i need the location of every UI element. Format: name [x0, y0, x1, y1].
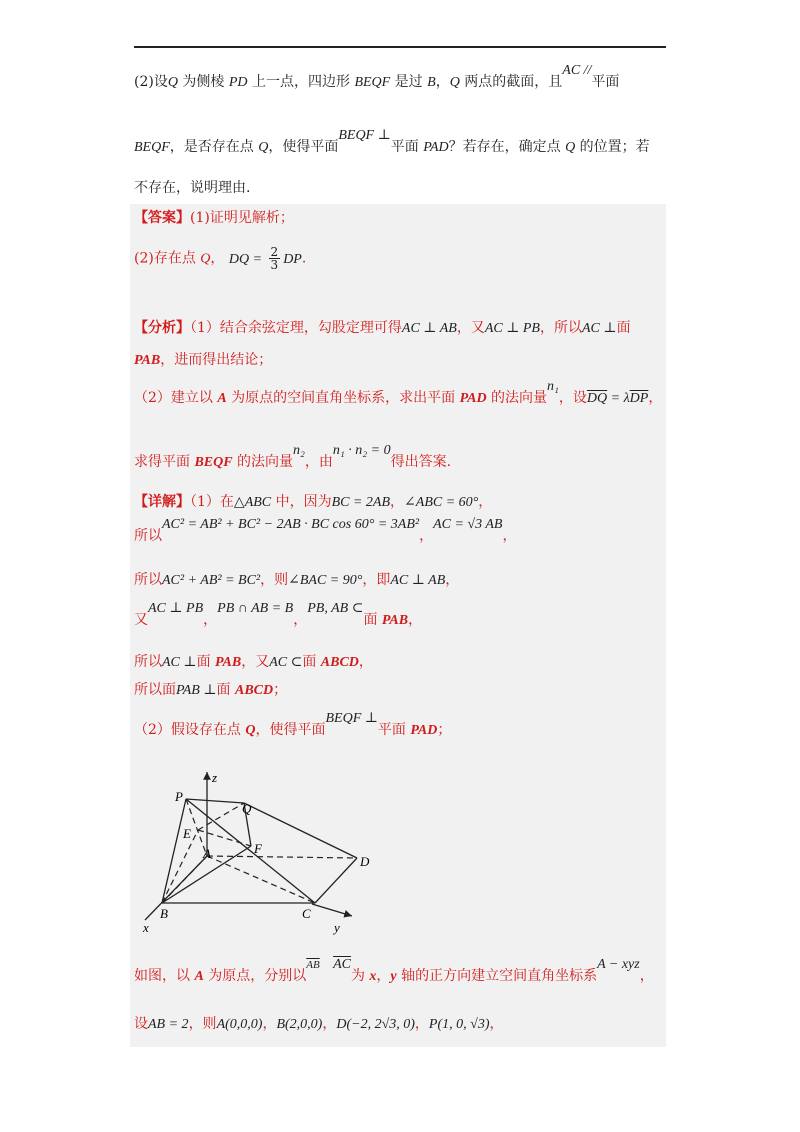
numerator: 2: [270, 245, 279, 259]
math: ABCD: [320, 655, 359, 670]
text: ，则: [188, 1016, 217, 1032]
text: 面: [196, 654, 216, 670]
text: 平面: [377, 722, 411, 738]
text: 上一点，四边形: [247, 74, 355, 90]
detail-tag: 【详解】: [134, 494, 190, 510]
math: Q: [167, 75, 178, 90]
text: ；: [437, 722, 452, 738]
text: ，由: [304, 454, 333, 470]
text: 设: [134, 1016, 148, 1032]
y-axis: [312, 904, 352, 916]
question-line-1: [134, 63, 620, 93]
text: 面: [616, 320, 631, 336]
text: 的法向量: [486, 390, 548, 406]
math: B: [427, 75, 436, 90]
text: 为: [350, 968, 370, 984]
text: ，即: [362, 572, 391, 588]
math: Q: [258, 140, 269, 155]
math: n₁: [547, 379, 559, 394]
text: ，: [478, 494, 493, 510]
text: 所以面: [134, 682, 176, 698]
text: 的位置；若: [575, 139, 650, 155]
text: 所以: [134, 654, 162, 670]
math: BEQF: [354, 75, 391, 90]
math: PAD: [459, 391, 487, 406]
math: A: [194, 969, 204, 984]
math: AB = 2: [148, 1017, 189, 1032]
text: （2）建立以: [134, 390, 218, 406]
text: ，: [445, 572, 460, 588]
math: Q: [565, 140, 576, 155]
math: BEQF: [194, 455, 233, 470]
denominator: 3: [270, 258, 279, 272]
text: ；: [273, 682, 288, 698]
label-F: F: [254, 841, 262, 856]
text: ，: [262, 1016, 277, 1032]
text: ，所以: [540, 320, 582, 336]
label-B: B: [160, 906, 168, 921]
math: PD: [228, 75, 248, 90]
math: BEQF: [134, 140, 170, 155]
math: AC² + AB² = BC²: [162, 573, 261, 588]
math: AC² = AB² + BC² − 2AB · BC cos 60° = 3AB²: [162, 517, 420, 532]
math: PAB: [381, 613, 409, 628]
math: AC ⊥: [162, 655, 197, 670]
answer-line-2: [134, 246, 306, 271]
text: ，进而得出结论；: [160, 352, 273, 368]
math: AC ⊥ AB: [390, 573, 446, 588]
label-D: D: [360, 854, 370, 869]
math: △ABC: [233, 495, 272, 510]
text: ，使得平面: [268, 139, 339, 155]
math: BC = 2AB: [331, 495, 391, 510]
text: ，: [414, 1016, 429, 1032]
text: （1）结合余弦定理，勾股定理可得: [190, 320, 402, 336]
analysis-line-2: [134, 350, 272, 371]
detail-line-6: [134, 680, 287, 701]
text: 为原点的空间直角坐标系，求出平面: [226, 390, 460, 406]
text: 为原点，分别以: [203, 968, 307, 984]
label-y: y: [334, 920, 340, 935]
text: ，是否存在点: [169, 139, 259, 155]
math: P(1, 0, √3): [428, 1017, 490, 1032]
label-C: C: [302, 906, 311, 921]
detail-line-3: [134, 570, 459, 591]
analysis-line-1: [134, 318, 631, 339]
math: = λ: [607, 391, 630, 406]
text: ，: [203, 612, 218, 628]
math: AC ⊂: [269, 655, 303, 670]
math: $\overline{DP}$: [629, 391, 649, 406]
text: 如图，以: [134, 968, 195, 984]
text: 求得平面: [134, 454, 195, 470]
analysis-line-4: [134, 443, 452, 473]
math: PAB ⊥: [176, 683, 217, 698]
detail-line-4: [134, 601, 423, 631]
text: ，: [322, 1016, 337, 1032]
text: (2)存在点: [134, 250, 201, 267]
detail-line-5: [134, 652, 373, 673]
text: ，使得平面: [255, 722, 326, 738]
math: n₁ · n₂ = 0: [332, 443, 391, 458]
answer-tag: 【答案】: [134, 210, 190, 226]
text: ，: [293, 612, 308, 628]
math: AC ⊥ PB: [148, 601, 204, 616]
text: ，: [648, 390, 663, 406]
detail-line-1: [134, 492, 492, 513]
text: ，又: [456, 320, 485, 336]
text: .: [301, 250, 307, 267]
text: 的法向量: [232, 454, 294, 470]
math: DP: [283, 251, 302, 267]
math: AC ⊥: [582, 321, 617, 336]
analysis-tag: 【分析】: [134, 320, 190, 336]
math: y: [390, 969, 397, 984]
text: ，则: [260, 572, 289, 588]
label-E: E: [183, 826, 191, 841]
text: 为侧棱: [177, 74, 229, 90]
math: DQ: [228, 251, 250, 267]
top-rule: [134, 46, 666, 48]
label-Q: Q: [242, 801, 252, 816]
math: A(0,0,0): [216, 1017, 263, 1032]
math: =: [249, 251, 266, 267]
answer-line-1: [134, 208, 294, 228]
math: n₂: [293, 443, 305, 458]
text: ，: [489, 1016, 504, 1032]
coord-line-1: [134, 957, 654, 987]
math: Q: [200, 251, 211, 267]
text: 又: [134, 612, 148, 628]
text: 平面: [390, 139, 424, 155]
math: ∠ABC = 60°: [404, 495, 479, 510]
math: AC ⊥ PB: [484, 321, 540, 336]
detail-line-2: [134, 517, 517, 547]
question-line-2: [134, 128, 650, 158]
text: 是过: [390, 74, 428, 90]
text: 所以: [134, 528, 162, 544]
math: A: [217, 391, 227, 406]
math: PAD: [423, 140, 449, 155]
text: ，: [210, 250, 225, 267]
math: AC //: [562, 63, 592, 78]
math: PB, AB ⊂: [307, 601, 364, 616]
question-line-3: [134, 178, 250, 198]
math: D(−2, 2√3, 0): [336, 1017, 415, 1032]
coord-line-2: [134, 1014, 503, 1035]
text: （2）假设存在点: [134, 722, 246, 738]
text: 中，因为: [271, 494, 332, 510]
text: (2)设: [134, 74, 168, 90]
text: 所以: [134, 572, 162, 588]
text: 不存在，说明理由.: [134, 180, 251, 196]
math: $\overline{AC}$: [333, 957, 351, 972]
text: 面: [302, 654, 321, 670]
math: AC ⊥ AB: [401, 321, 457, 336]
math: PAB: [134, 353, 161, 368]
text: ，设: [558, 390, 587, 406]
text: 两点的截面，且: [459, 74, 563, 90]
text: ，: [435, 74, 450, 90]
math: AB: [306, 959, 320, 971]
math: ∠BAC = 90°: [288, 573, 363, 588]
math: ABCD: [234, 683, 274, 698]
geometry-figure: [130, 762, 390, 938]
math: A − xyz: [597, 957, 640, 972]
analysis-line-3: [134, 379, 663, 409]
detail-line-7: [134, 711, 452, 741]
label-x: x: [143, 920, 149, 935]
text: 面: [216, 682, 235, 698]
text: （1）在: [190, 494, 234, 510]
text: 平面: [591, 74, 620, 90]
fraction: [269, 246, 281, 271]
text: ，: [408, 612, 423, 628]
text: ，: [419, 528, 434, 544]
text: ，: [639, 968, 654, 984]
label-A: A: [203, 846, 211, 861]
math: x: [369, 969, 377, 984]
math: $\overline{DQ}$: [586, 391, 608, 406]
math: PAB: [215, 655, 242, 670]
text: ，: [390, 494, 405, 510]
text: (1)证明见解析；: [190, 210, 294, 226]
text: 面: [363, 612, 382, 628]
math: BEQF ⊥: [325, 711, 378, 726]
text: ，: [376, 968, 391, 984]
text: 轴的正方向建立空间直角坐标系: [396, 968, 598, 984]
text: ，: [358, 654, 373, 670]
label-z: z: [212, 770, 218, 785]
math: Q: [449, 75, 460, 90]
text: ，: [502, 528, 517, 544]
label-P: P: [175, 789, 183, 804]
text: 得出答案.: [390, 454, 452, 470]
text: ，又: [241, 654, 270, 670]
math: BEQF ⊥: [338, 128, 391, 143]
math: PB ∩ AB = B: [217, 601, 294, 616]
math: AC = √3 AB: [433, 517, 503, 532]
math: PAD: [410, 723, 438, 738]
text: ？若存在，确定点: [448, 139, 566, 155]
math: Q: [245, 723, 256, 738]
math: B(2,0,0): [276, 1017, 323, 1032]
